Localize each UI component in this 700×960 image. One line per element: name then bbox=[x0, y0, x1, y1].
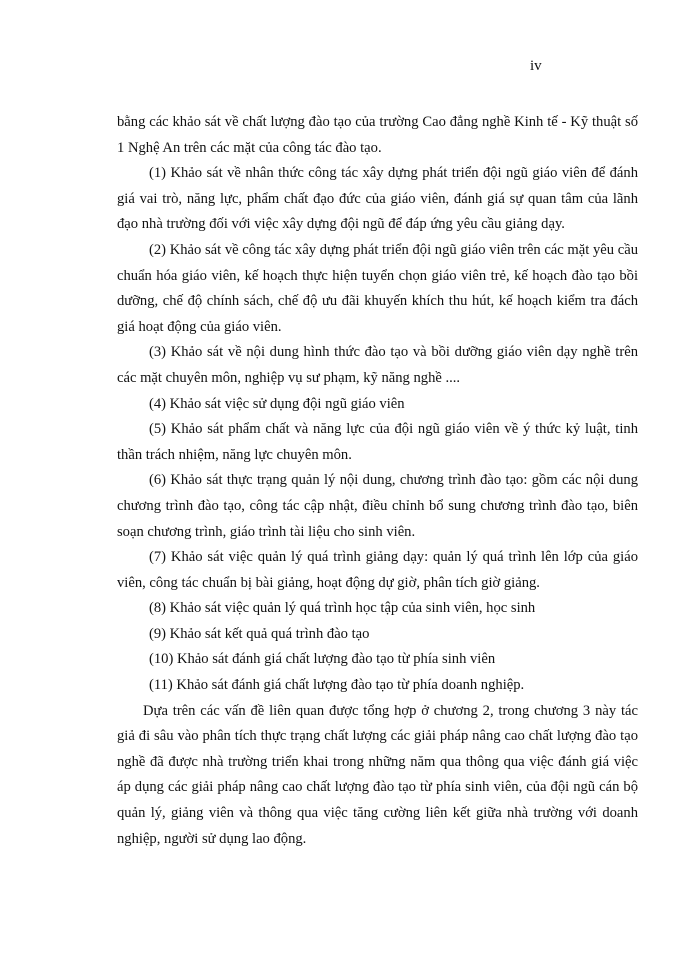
survey-item-2: (2) Khảo sát về công tác xây dựng phát triển đội ngũ giáo viên trên các mặt yêu cầu chuẩn hóa giáo viên, kế hoạch thực hiện tuyển chọn giáo viên trẻ, kế hoạch đào tạo bồi dưỡng, chế độ chính sách, chế độ ưu đãi khuyến khích thu hút, kế hoạch kiểm tra đách giá hoạt động của giáo viên. bbox=[117, 241, 638, 335]
survey-item-10: (10) Khảo sát đánh giá chất lượng đào tạo từ phía sinh viên bbox=[149, 651, 496, 668]
survey-item-5: (5) Khảo sát phẩm chất và năng lực của đội ngũ giáo viên về ý thức kỷ luật, tinh thần trách nhiệm, năng lực chuyên môn. bbox=[117, 421, 638, 463]
survey-item-6: (6) Khảo sát thực trạng quản lý nội dung, chương trình đào tạo: gồm các nội dung chương trình đào tạo, công tác cập nhật, điều chỉnh bổ sung chương trình đào tạo, biên soạn chương trình, giáo trình tài liệu cho sinh viên. bbox=[117, 472, 638, 540]
survey-item-7: (7) Khảo sát việc quản lý quá trình giảng dạy: quản lý quá trình lên lớp của giáo viên, công tác chuẩn bị bài giảng, hoạt động dự giờ, phân tích giờ giảng. bbox=[117, 549, 638, 591]
survey-item-3: (3) Khảo sát về nội dung hình thức đào tạo và bồi dưỡng giáo viên dạy nghề trên các mặt chuyên môn, nghiệp vụ sư phạm, kỹ năng nghề .... bbox=[117, 344, 638, 386]
survey-item-4: (4) Khảo sát việc sử dụng đội ngũ giáo viên bbox=[149, 395, 405, 412]
page-number: iv bbox=[530, 58, 542, 74]
summary-paragraph: Dựa trên các vấn đề liên quan được tổng hợp ở chương 2, trong chương 3 này tác giả đi sâu vào phân tích thực trạng chất lượng các giải pháp nâng cao chất lượng đào tạo nghề đã được nhà trường triển khai trong những năm qua thông qua việc đánh giá việc áp dụng các giải pháp nâng cao chất lượng đào tạo từ phía sinh viên, của đội ngũ cán bộ quản lý, giảng viên và thông qua việc tăng cường liên kết giữa nhà trường với doanh nghiệp, người sử dụng lao động. bbox=[117, 702, 638, 847]
paragraph-continuation: bằng các khảo sát về chất lượng đào tạo của trường Cao đẳng nghề Kinh tế - Kỹ thuật số 1 Nghệ An trên các mặt của công tác đào tạo. bbox=[117, 114, 638, 156]
survey-item-1: (1) Khảo sát về nhân thức công tác xây dựng phát triển đội ngũ giáo viên để đánh giá vai trò, năng lực, phẩm chất đạo đức của giáo viên, đánh giá sự quan tâm của lãnh đạo nhà trường đối với việc xây dựng đội ngũ để đáp ứng yêu cầu giảng dạy. bbox=[117, 165, 638, 233]
survey-item-8: (8) Khảo sát việc quản lý quá trình học tập của sinh viên, học sinh bbox=[149, 600, 536, 617]
survey-item-11: (11) Khảo sát đánh giá chất lượng đào tạo từ phía doanh nghiệp. bbox=[149, 677, 525, 694]
body-text bbox=[117, 110, 638, 852]
survey-item-9: (9) Khảo sát kết quả quá trình đào tạo bbox=[149, 625, 370, 642]
